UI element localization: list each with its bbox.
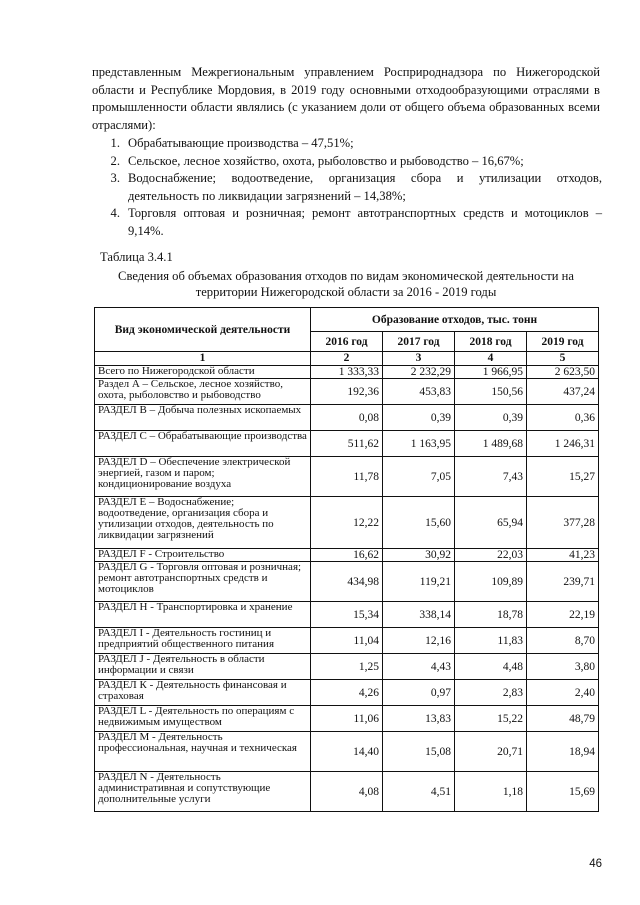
value-cell: 1 246,31 — [527, 431, 599, 457]
list-item — [92, 170, 602, 205]
table-label: Таблица 3.4.1 — [100, 250, 173, 264]
value-cell: 8,70 — [527, 628, 599, 654]
value-cell: 18,94 — [527, 732, 599, 772]
value-cell: 338,14 — [383, 602, 455, 628]
value-cell: 434,98 — [311, 562, 383, 602]
value-cell: 0,08 — [311, 405, 383, 431]
list-text: Сельское, лесное хозяйство, охота, рыболовство и рыбоводство – 16,67%; — [128, 153, 524, 168]
value-cell: 192,36 — [311, 379, 383, 405]
activity-name-cell: РАЗДЕЛ М - Деятельность профессиональная, научная и техническая — [95, 732, 311, 772]
value-cell: 1 333,33 — [311, 366, 383, 379]
table-row — [95, 497, 599, 549]
index-cell: 3 — [383, 352, 455, 366]
activity-name-cell: РАЗДЕЛ N - Деятельность административная и сопутствующие дополнительные услуги — [95, 772, 311, 812]
activity-name-cell: РАЗДЕЛ L - Деятельность по операциям с недвижимым имуществом — [95, 706, 311, 732]
year-header: 2016 год — [311, 332, 383, 352]
index-cell: 2 — [311, 352, 383, 366]
value-cell: 437,24 — [527, 379, 599, 405]
value-cell: 4,48 — [455, 654, 527, 680]
list-text: Торговля оптовая и розничная; ремонт автотранспортных средств и мотоциклов – 9,14%. — [128, 206, 602, 238]
activity-name-cell: РАЗДЕЛ G - Торговля оптовая и розничная; ремонт автотранспортных средств и мотоциклов — [95, 562, 311, 602]
list-number: 3. — [110, 171, 120, 186]
activity-name-cell: Всего по Нижегородской области — [95, 366, 311, 379]
value-cell: 2 232,29 — [383, 366, 455, 379]
activity-name-cell: РАЗДЕЛ Е – Водоснабжение; водоотведение, организация сбора и утилизации отходов, деятельность по ликвидации загрязнений — [95, 497, 311, 549]
value-cell: 0,97 — [383, 680, 455, 706]
value-cell: 41,23 — [527, 549, 599, 562]
table-row — [95, 654, 599, 680]
list-text: Обрабатывающие производства – 47,51%; — [128, 136, 354, 150]
value-cell: 1 163,95 — [383, 431, 455, 457]
value-cell: 22,19 — [527, 602, 599, 628]
value-cell: 20,71 — [455, 732, 527, 772]
activity-name-cell: РАЗДЕЛ Н - Транспортировка и хранение — [95, 602, 311, 628]
index-cell: 5 — [527, 352, 599, 366]
value-cell: 15,69 — [527, 772, 599, 812]
index-cell: 1 — [95, 352, 311, 366]
page-number: 46 — [589, 858, 602, 870]
table-row — [95, 366, 599, 379]
table-row — [95, 602, 599, 628]
value-cell: 22,03 — [455, 549, 527, 562]
value-cell: 7,43 — [455, 457, 527, 497]
activity-name-cell: РАЗДЕЛ I - Деятельность гостиниц и предприятий общественного питания — [95, 628, 311, 654]
value-cell: 15,22 — [455, 706, 527, 732]
waste-group-header: Образование отходов, тыс. тонн — [311, 308, 599, 332]
value-cell: 11,04 — [311, 628, 383, 654]
activity-name-cell: РАЗДЕЛ D – Обеспечение электрической энергией, газом и паром; кондиционирование воздуха — [95, 457, 311, 497]
value-cell: 11,78 — [311, 457, 383, 497]
value-cell: 239,71 — [527, 562, 599, 602]
list-number: 2. — [110, 153, 120, 168]
value-cell: 15,08 — [383, 732, 455, 772]
value-cell: 30,92 — [383, 549, 455, 562]
list-number: 1. — [110, 136, 120, 150]
value-cell: 16,62 — [311, 549, 383, 562]
value-cell: 12,22 — [311, 497, 383, 549]
value-cell: 1,25 — [311, 654, 383, 680]
year-header: 2019 год — [527, 332, 599, 352]
year-header: 2018 год — [455, 332, 527, 352]
value-cell: 4,51 — [383, 772, 455, 812]
value-cell: 377,28 — [527, 497, 599, 549]
table-row — [95, 405, 599, 431]
activity-name-cell: Раздел А – Сельское, лесное хозяйство, охота, рыболовство и рыбоводство — [95, 379, 311, 405]
value-cell: 65,94 — [455, 497, 527, 549]
activity-name-cell: РАЗДЕЛ F - Строительство — [95, 549, 311, 562]
activity-column-header: Вид экономической деятельности — [95, 308, 311, 352]
value-cell: 109,89 — [455, 562, 527, 602]
value-cell: 48,79 — [527, 706, 599, 732]
table-row — [95, 680, 599, 706]
table-title: Сведения об объемах образования отходов по видам экономической деятельности на территории Нижегородской области за 2016 - 2019 годы — [118, 269, 574, 299]
value-cell: 13,83 — [383, 706, 455, 732]
sector-list — [92, 135, 602, 241]
value-cell: 2 623,50 — [527, 366, 599, 379]
value-cell: 2,83 — [455, 680, 527, 706]
table-body — [95, 366, 599, 812]
table-row — [95, 562, 599, 602]
value-cell: 15,34 — [311, 602, 383, 628]
value-cell: 7,05 — [383, 457, 455, 497]
value-cell: 4,08 — [311, 772, 383, 812]
table-row — [95, 772, 599, 812]
value-cell: 1,18 — [455, 772, 527, 812]
value-cell: 3,80 — [527, 654, 599, 680]
value-cell: 12,16 — [383, 628, 455, 654]
table-row — [95, 379, 599, 405]
value-cell: 511,62 — [311, 431, 383, 457]
value-cell: 14,40 — [311, 732, 383, 772]
value-cell: 11,06 — [311, 706, 383, 732]
value-cell: 4,43 — [383, 654, 455, 680]
activity-name-cell: РАЗДЕЛ В – Добыча полезных ископаемых — [95, 405, 311, 431]
list-item — [92, 205, 602, 240]
value-cell: 4,26 — [311, 680, 383, 706]
index-cell: 4 — [455, 352, 527, 366]
value-cell: 150,56 — [455, 379, 527, 405]
value-cell: 0,39 — [455, 405, 527, 431]
intro-paragraph: представленным Межрегиональным управлением Росприроднадзора по Нижегородской области и Республике Мордовия, в 2019 году основными отходообразующими отраслями в промышленности области являлись (с указанием доли от общего объема образованных всеми отраслями): — [92, 65, 600, 132]
value-cell: 119,21 — [383, 562, 455, 602]
table-row — [95, 628, 599, 654]
waste-table — [94, 307, 599, 812]
table-row — [95, 732, 599, 772]
value-cell: 0,36 — [527, 405, 599, 431]
table-row — [95, 706, 599, 732]
table-row — [95, 431, 599, 457]
list-item — [92, 153, 602, 171]
year-header: 2017 год — [383, 332, 455, 352]
table-row — [95, 549, 599, 562]
list-text: Водоснабжение; водоотведение, организация сбора и утилизации отходов, деятельность по ликвидации загрязнений – 14,38%; — [128, 171, 602, 203]
table-row — [95, 457, 599, 497]
value-cell: 2,40 — [527, 680, 599, 706]
activity-name-cell: РАЗДЕЛ К - Деятельность финансовая и страховая — [95, 680, 311, 706]
list-item — [92, 135, 602, 153]
value-cell: 15,60 — [383, 497, 455, 549]
list-number: 4. — [110, 206, 120, 221]
value-cell: 11,83 — [455, 628, 527, 654]
value-cell: 1 489,68 — [455, 431, 527, 457]
value-cell: 18,78 — [455, 602, 527, 628]
value-cell: 453,83 — [383, 379, 455, 405]
value-cell: 0,39 — [383, 405, 455, 431]
activity-name-cell: РАЗДЕЛ J - Деятельность в области информации и связи — [95, 654, 311, 680]
activity-name-cell: РАЗДЕЛ С – Обрабатывающие производства — [95, 431, 311, 457]
value-cell: 1 966,95 — [455, 366, 527, 379]
value-cell: 15,27 — [527, 457, 599, 497]
